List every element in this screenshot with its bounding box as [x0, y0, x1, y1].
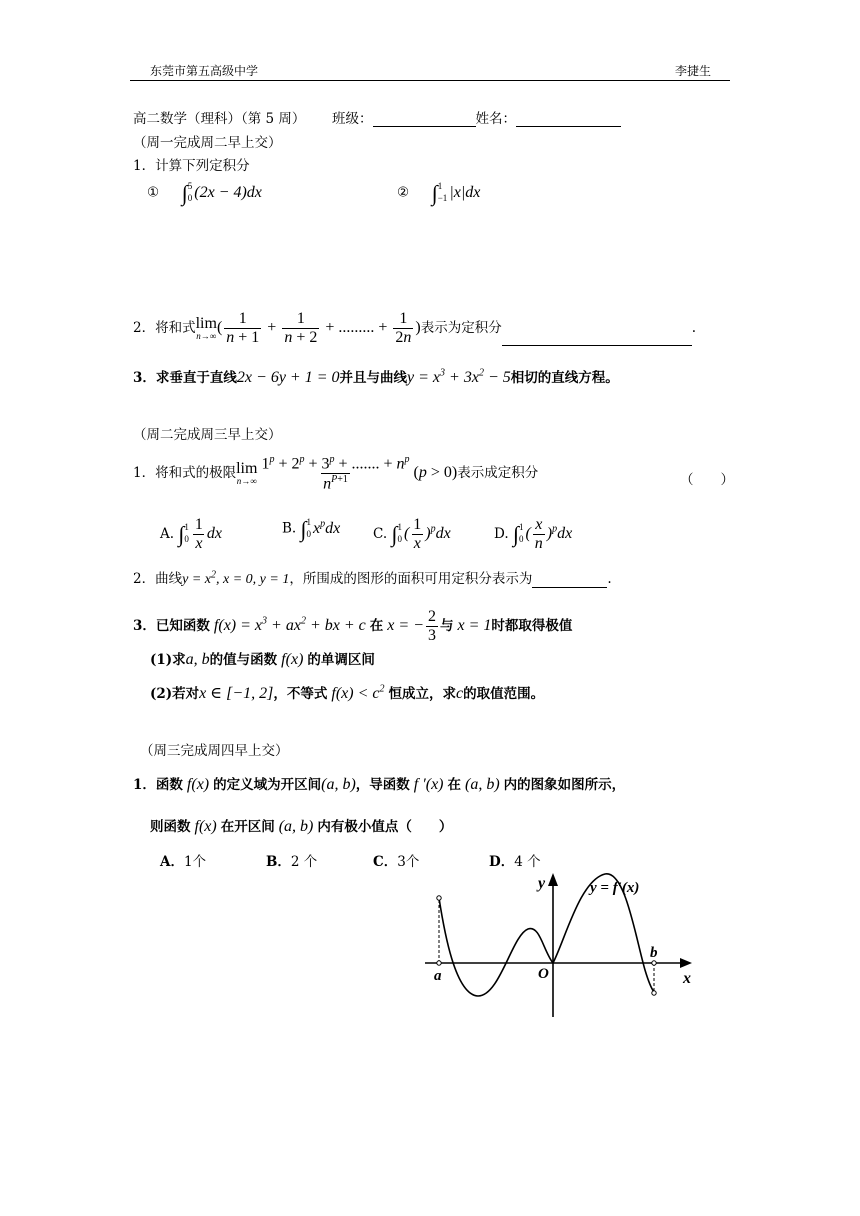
name-label: 姓名：	[475, 111, 517, 127]
s3-opt-b	[266, 850, 317, 870]
s3-opt-b-val: 2 个	[290, 854, 318, 870]
s3-opt-a-val: 1个	[183, 854, 207, 870]
s3-q1-mid1: 的定义域为开区间	[213, 777, 322, 793]
s3-opt-d-label: D．	[489, 854, 515, 870]
s2-q3-p1: (1)求a, b的值与函数 f(x) 的单调区间	[150, 651, 375, 668]
section2-label: （周二完成周三早上交）	[133, 427, 282, 443]
s2-q1-prefix: 1．将和式的极限	[133, 465, 237, 482]
s2-q3-p1a: (1)求	[150, 652, 186, 668]
s1-q3-mid: 并且与曲线	[339, 370, 408, 386]
s2-q3-p2c: 恒成立，求	[388, 686, 456, 702]
s1-q2-end: .	[691, 319, 697, 336]
s2-q1-suffix: 表示成定积分	[457, 465, 539, 482]
open-endpoint-b	[652, 991, 656, 995]
s3-q1-l2b: 在开区间	[220, 819, 275, 835]
s2-q3-prefix: 3．已知函数	[133, 617, 210, 634]
point-b-on-axis	[652, 961, 656, 965]
a-label: a	[434, 968, 442, 984]
teacher-name: 李捷生	[675, 64, 712, 78]
opt-c-label: C.	[373, 525, 388, 542]
s1-q3-end: 相切的直线方程。	[510, 370, 619, 386]
point-a-on-axis	[437, 961, 441, 965]
opt-b-label: B.	[282, 520, 297, 537]
s3-opt-a-label: A．	[160, 854, 184, 870]
s1-q3-text: 3．求垂直于直线	[133, 370, 237, 386]
s2-q3-p2d: 的取值范围。	[463, 686, 545, 702]
opt-d-label: D.	[494, 525, 509, 542]
y-axis-label: y	[538, 875, 546, 892]
y-axis-arrow	[548, 873, 558, 886]
opt-a-label: A.	[160, 525, 175, 542]
class-label: 班级：	[332, 111, 373, 127]
s3-q1-l2c: 内有极小值点（ ）	[317, 819, 453, 835]
s2-q2: 2．曲线$y = x^2$, x = 0, y = 1，所围成的图形的面积可用定积分表示为 .	[133, 569, 612, 587]
s3-q1-end: 内的图象如图所示，	[503, 777, 626, 793]
section1-label: （周一完成周二早上交）	[133, 135, 282, 151]
section3-label: （周三完成周四早上交）	[140, 743, 289, 759]
s1-q1-text: 1．计算下列定积分	[133, 158, 250, 174]
s2-q3-p2a: (2)若对	[150, 686, 200, 702]
s1-q2-prefix: 2．将和式	[133, 319, 196, 336]
s1-q1-item1: ① ∫ 5 0 (2x − 4)dx	[147, 180, 262, 205]
s2-q3-p2b: ，不等式	[273, 686, 328, 702]
s3-opt-d	[489, 850, 541, 870]
s2-q2-prefix: 2．曲线	[133, 571, 183, 587]
axes	[425, 878, 688, 1017]
x-axis-label: x	[683, 970, 691, 987]
s2-opt-a: A. ∫ 1 0 $\frac{1}{x}$ dx	[160, 516, 222, 552]
x-axis-arrow	[680, 958, 692, 968]
s2-q3-p2: (2)若对x ∈ [−1, 2]，不等式 $f(x) < c^2$ 恒成立，求c的取值范围。	[150, 683, 545, 702]
s1-q1-item2: ② ∫ 1 −1 |x|dx	[397, 180, 481, 205]
s3-opt-c-val: 3个	[397, 854, 420, 870]
s2-q3-p1c: 的单调区间	[307, 652, 375, 668]
s3-q1-l2a: 则函数	[150, 819, 191, 835]
s2-opt-b: B. ∫ 1 0 $x^pdx$	[282, 516, 341, 541]
s2-q2-blank	[532, 587, 607, 588]
s2-q1-paren: （ ）	[680, 472, 734, 488]
derivative-curve	[439, 874, 654, 996]
curve-label: y = f′(x)	[590, 880, 640, 896]
s3-opt-c	[373, 850, 419, 870]
course-title: 高二数学（理科）（第 5 周）	[133, 111, 306, 127]
s3-q1-prefix: 1．函数	[133, 777, 183, 793]
s3-opt-b-label: B．	[266, 854, 291, 870]
s1-q2: 2．将和式 lim n→∞ ( $\frac{1}{n + 1}$ + $\frac{1}{n + 2}$ + ......... + $\frac{1}{2n}$ )表示为定积分 .	[133, 310, 697, 346]
s2-q1: 1．将和式的极限 lim n→∞ $\frac{1^p + 2^p + 3^p + ....... + n^p}{n^{P+1}}$ (p > 0)表示成定积分	[133, 454, 539, 493]
header-rule	[130, 80, 730, 81]
s1-q2-suffix: 表示为定积分	[420, 319, 502, 336]
s2-q3-end: 时都取得极值	[491, 617, 573, 634]
s1-q2-blank	[502, 345, 692, 346]
s2-q3-p1b: 的值与函数	[209, 652, 278, 668]
s2-q3: 3．已知函数 $f(x) = x^3 + ax^2$ + bx + c 在 x = − $\frac{2}{3}$ 与 x = 1时都取得极值	[133, 608, 573, 644]
s3-q1-mid2: ，导函数	[355, 777, 410, 793]
s3-q1: 1．函数 f(x) 的定义域为开区间(a, b)，导函数 f ′(x) 在 (a, b) 内的图象如图所示，	[133, 776, 626, 793]
s2-q2-end: .	[607, 571, 612, 587]
title-line	[133, 107, 621, 127]
school-name: 东莞市第五高级中学	[150, 64, 259, 78]
s3-q1-mid3: 在	[447, 777, 461, 793]
s1-q3: 3．求垂直于直线2x − 6y + 1 = 0并且与曲线$y = x^3 + 3x^2 - 5$相切的直线方程。	[133, 367, 619, 386]
s2-q2-suffix: ，所围成的图形的面积可用定积分表示为	[289, 571, 533, 587]
s2-q3-mid1: 在	[369, 617, 384, 634]
name-blank	[516, 126, 621, 127]
s3-opt-d-val: 4 个	[514, 854, 541, 870]
open-endpoint-a	[437, 896, 441, 900]
s3-opt-c-label: C．	[373, 854, 398, 870]
s2-q3-mid2: 与	[439, 617, 454, 634]
b-label: b	[650, 945, 658, 961]
s2-opt-d: D. ∫ 1 0 ( $\frac{x}{n}$ )$^p$dx	[494, 516, 573, 552]
circle-2: ②	[397, 184, 410, 201]
s2-opt-c: C. ∫ 1 0 ( $\frac{1}{x}$ )$^p$dx	[373, 516, 451, 552]
s3-opt-a	[160, 850, 206, 870]
origin-label: O	[538, 966, 549, 982]
class-blank	[373, 126, 476, 127]
s3-q1-line2: 则函数 f(x) 在开区间 (a, b) 内有极小值点（ ）	[150, 818, 453, 835]
circle-1: ①	[147, 184, 160, 201]
